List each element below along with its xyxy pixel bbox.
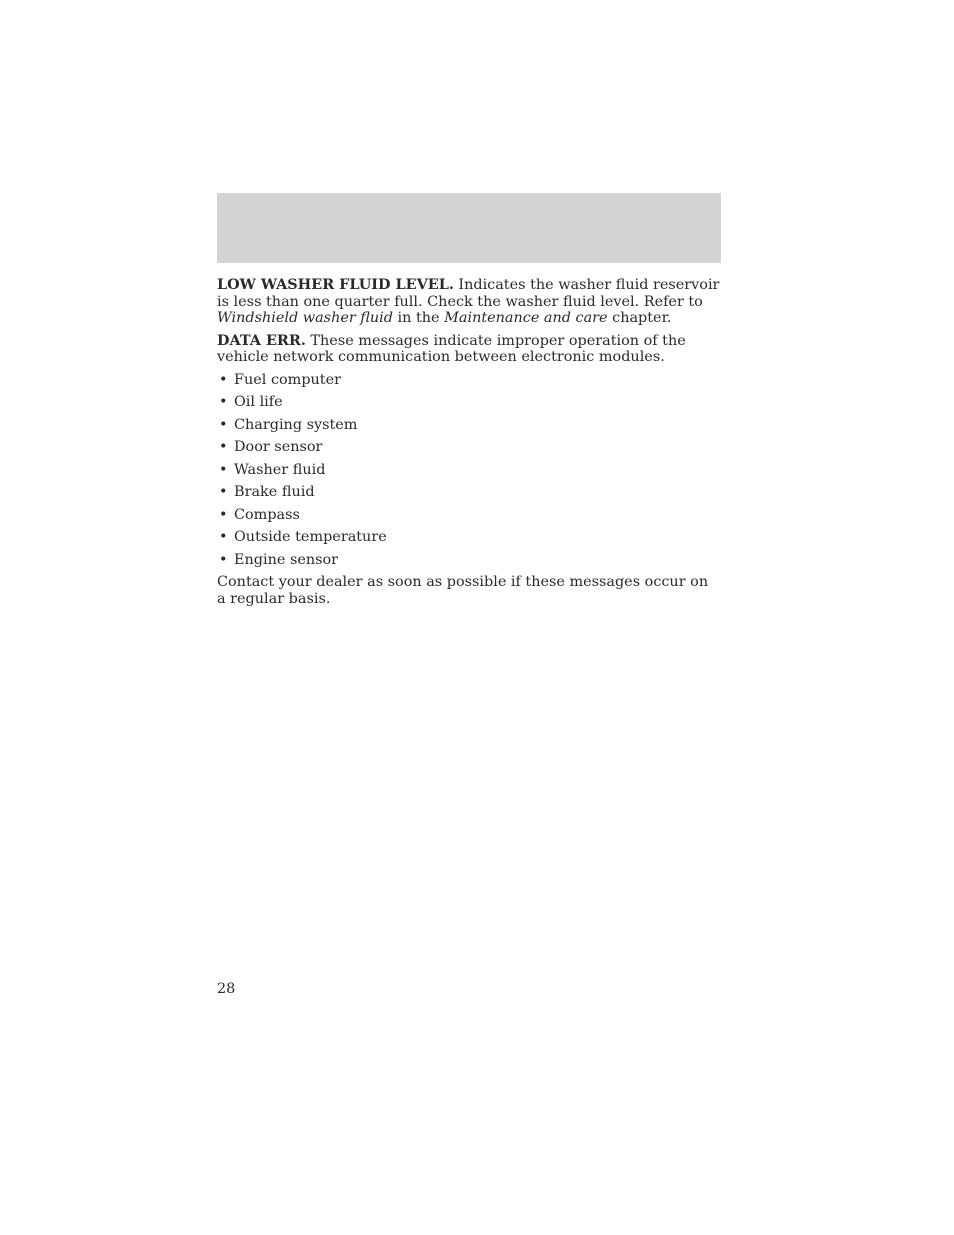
page-number: 28 <box>217 981 236 997</box>
closing-paragraph: Contact your dealer as soon as possible if these messages occur on a regular basis. <box>217 574 709 607</box>
low-washer-fluid-text-3: chapter. <box>607 310 672 326</box>
low-washer-fluid-paragraph <box>217 277 721 327</box>
data-err-paragraph <box>217 333 721 366</box>
low-washer-fluid-text-1: Indicates the washer fluid reservoir is less than one quarter full. Check the washer fluid level. Refer to <box>217 277 720 310</box>
list-item <box>217 439 721 462</box>
list-item <box>217 372 721 395</box>
bullet-icon: • <box>219 506 228 523</box>
list-item <box>217 529 721 552</box>
list-item <box>217 394 721 417</box>
maintenance-and-care-reference: Maintenance and care <box>444 310 608 326</box>
chapter-header-band <box>217 193 721 263</box>
bullet-icon: • <box>219 371 228 388</box>
list-item-label: Outside temperature <box>234 529 387 545</box>
windshield-washer-fluid-reference: Windshield washer fluid <box>217 310 393 326</box>
list-item <box>217 484 721 507</box>
bullet-icon: • <box>219 461 228 478</box>
data-err-heading: DATA ERR. <box>217 331 306 349</box>
list-item-label: Charging system <box>234 416 358 433</box>
list-item-label: Compass <box>234 506 300 523</box>
list-item-label: Brake fluid <box>234 484 315 500</box>
bullet-icon: • <box>219 394 228 410</box>
list-item <box>217 462 721 485</box>
low-washer-fluid-heading: LOW WASHER FLUID LEVEL. <box>217 276 454 293</box>
list-item <box>217 552 721 575</box>
list-item-label: Door sensor <box>234 439 323 455</box>
bullet-icon: • <box>219 484 228 500</box>
bullet-icon: • <box>219 416 228 433</box>
bullet-icon: • <box>219 551 228 568</box>
list-item-label: Washer fluid <box>234 461 326 478</box>
bullet-icon: • <box>219 439 228 455</box>
low-washer-fluid-text-2: in the <box>392 310 445 326</box>
module-list <box>217 372 721 575</box>
data-err-text: These messages indicate improper operation of the vehicle network communication between electronic modules. <box>217 332 686 365</box>
list-item-label: Fuel computer <box>234 371 341 388</box>
page-content <box>217 277 721 613</box>
list-item-label: Engine sensor <box>234 551 339 568</box>
list-item <box>217 417 721 440</box>
list-item <box>217 507 721 530</box>
list-item-label: Oil life <box>234 394 283 410</box>
bullet-icon: • <box>219 529 228 545</box>
